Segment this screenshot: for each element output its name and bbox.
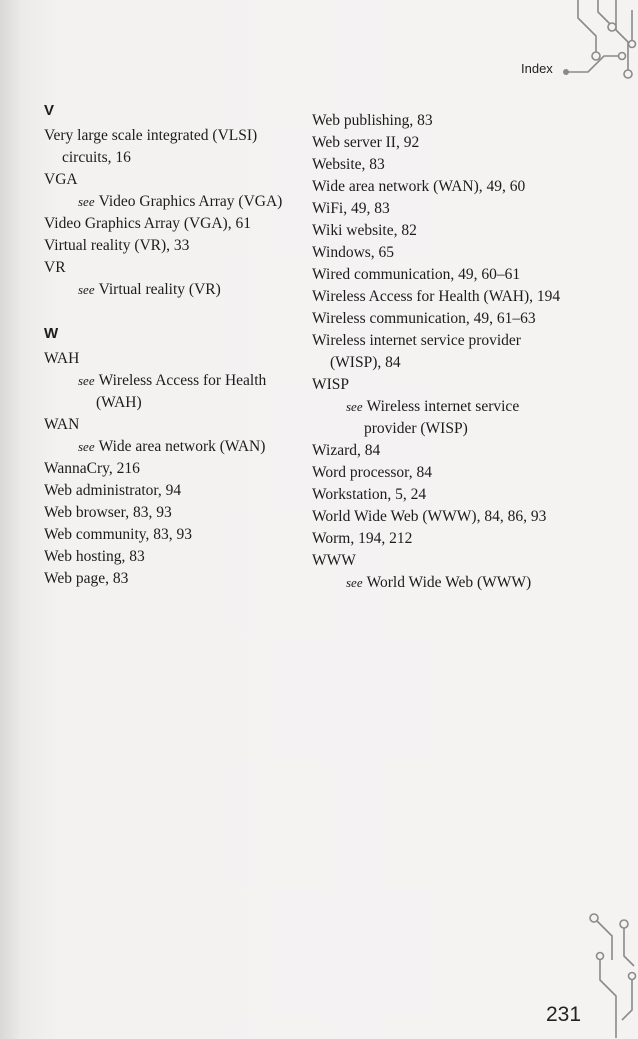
entry-text: World Wide Web (WWW) [366, 574, 532, 591]
index-entry [312, 440, 572, 462]
see-label: see [78, 194, 95, 209]
see-label: see [346, 575, 363, 590]
entry-text: Web publishing, 83 [312, 112, 433, 129]
index-entry [44, 458, 294, 480]
entry-text: Web server II, 92 [312, 134, 420, 151]
index-entry [44, 125, 294, 169]
section-heading-v: V [44, 102, 55, 119]
entry-text: Video Graphics Array (VGA) [98, 193, 283, 210]
index-entry [44, 235, 294, 257]
running-header: Index [521, 61, 553, 76]
index-entry [44, 213, 294, 235]
entry-text: Wireless communication, 49, 61–63 [312, 310, 536, 327]
index-cross-reference [44, 436, 294, 458]
entry-text: World Wide Web (WWW), 84, 86, 93 [312, 508, 547, 525]
index-entry [312, 528, 572, 550]
index-cross-reference [44, 191, 294, 213]
page-number: 231 [546, 1003, 582, 1026]
entry-text: Web community, 83, 93 [44, 526, 192, 543]
index-entry [44, 414, 294, 436]
entry-text: Video Graphics Array (VGA), 61 [44, 215, 251, 232]
index-entry [44, 568, 294, 590]
entry-text: Web administrator, 94 [44, 482, 182, 499]
entry-text: WAN [44, 416, 80, 433]
index-entry [312, 176, 572, 198]
index-cross-reference [312, 572, 572, 594]
entry-text: Wide area network (WAN) [98, 438, 266, 455]
index-entry [312, 374, 572, 396]
index-left-column [44, 102, 294, 590]
entry-text: Wireless Access for Health (WAH) [96, 372, 267, 411]
index-entry [44, 480, 294, 502]
entry-text: WannaCry, 216 [44, 460, 140, 477]
index-entry [312, 286, 572, 308]
entry-text: Wireless internet service provider (WISP), 84 [312, 332, 521, 371]
index-entry [44, 502, 294, 524]
index-entry [312, 330, 572, 374]
index-entry [312, 198, 572, 220]
index-entry [312, 132, 572, 154]
entry-text: WWW [312, 552, 356, 569]
index-cross-reference [312, 396, 572, 440]
entry-text: Virtual reality (VR), 33 [44, 237, 190, 254]
index-entry [312, 550, 572, 572]
entry-text: VGA [44, 171, 78, 188]
index-entry [44, 546, 294, 568]
index-entry [312, 154, 572, 176]
see-label: see [78, 282, 95, 297]
w-entry-list-continued [312, 110, 572, 594]
entry-text: Wizard, 84 [312, 442, 381, 459]
entry-text: Windows, 65 [312, 244, 395, 261]
see-label: see [78, 373, 95, 388]
index-cross-reference [44, 370, 294, 414]
index-entry [312, 484, 572, 506]
index-cross-reference [44, 279, 294, 301]
index-entry [44, 169, 294, 191]
circuit-decoration-bottom-icon [582, 910, 638, 1039]
entry-text: Website, 83 [312, 156, 385, 173]
index-entry [312, 110, 572, 132]
entry-text: WISP [312, 376, 350, 393]
index-entry [312, 220, 572, 242]
index-entry [312, 462, 572, 484]
index-entry [312, 308, 572, 330]
entry-text: VR [44, 259, 66, 276]
index-entry [44, 348, 294, 370]
entry-text: Wiki website, 82 [312, 222, 417, 239]
entry-text: Word processor, 84 [312, 464, 432, 481]
index-entry [312, 242, 572, 264]
entry-text: Workstation, 5, 24 [312, 486, 427, 503]
index-entry [312, 264, 572, 286]
see-label: see [78, 439, 95, 454]
index-entry [312, 506, 572, 528]
see-label: see [346, 399, 363, 414]
circuit-decoration-top-icon [548, 0, 638, 120]
entry-text: Wireless internet service provider (WISP) [364, 398, 520, 437]
index-entry [44, 524, 294, 546]
section-heading-w: W [44, 325, 59, 342]
entry-text: Virtual reality (VR) [98, 281, 221, 298]
entry-text: Web browser, 83, 93 [44, 504, 172, 521]
index-entry [44, 257, 294, 279]
entry-text: Worm, 194, 212 [312, 530, 413, 547]
v-entry-list [44, 125, 294, 301]
entry-text: WiFi, 49, 83 [312, 200, 390, 217]
entry-text: Wide area network (WAN), 49, 60 [312, 178, 526, 195]
entry-text: Web hosting, 83 [44, 548, 145, 565]
entry-text: WAH [44, 350, 80, 367]
index-right-column [312, 110, 572, 594]
w-entry-list [44, 348, 294, 590]
entry-text: Very large scale integrated (VLSI) circuits, 16 [44, 127, 258, 166]
entry-text: Web page, 83 [44, 570, 129, 587]
entry-text: Wired communication, 49, 60–61 [312, 266, 521, 283]
entry-text: Wireless Access for Health (WAH), 194 [312, 288, 561, 305]
